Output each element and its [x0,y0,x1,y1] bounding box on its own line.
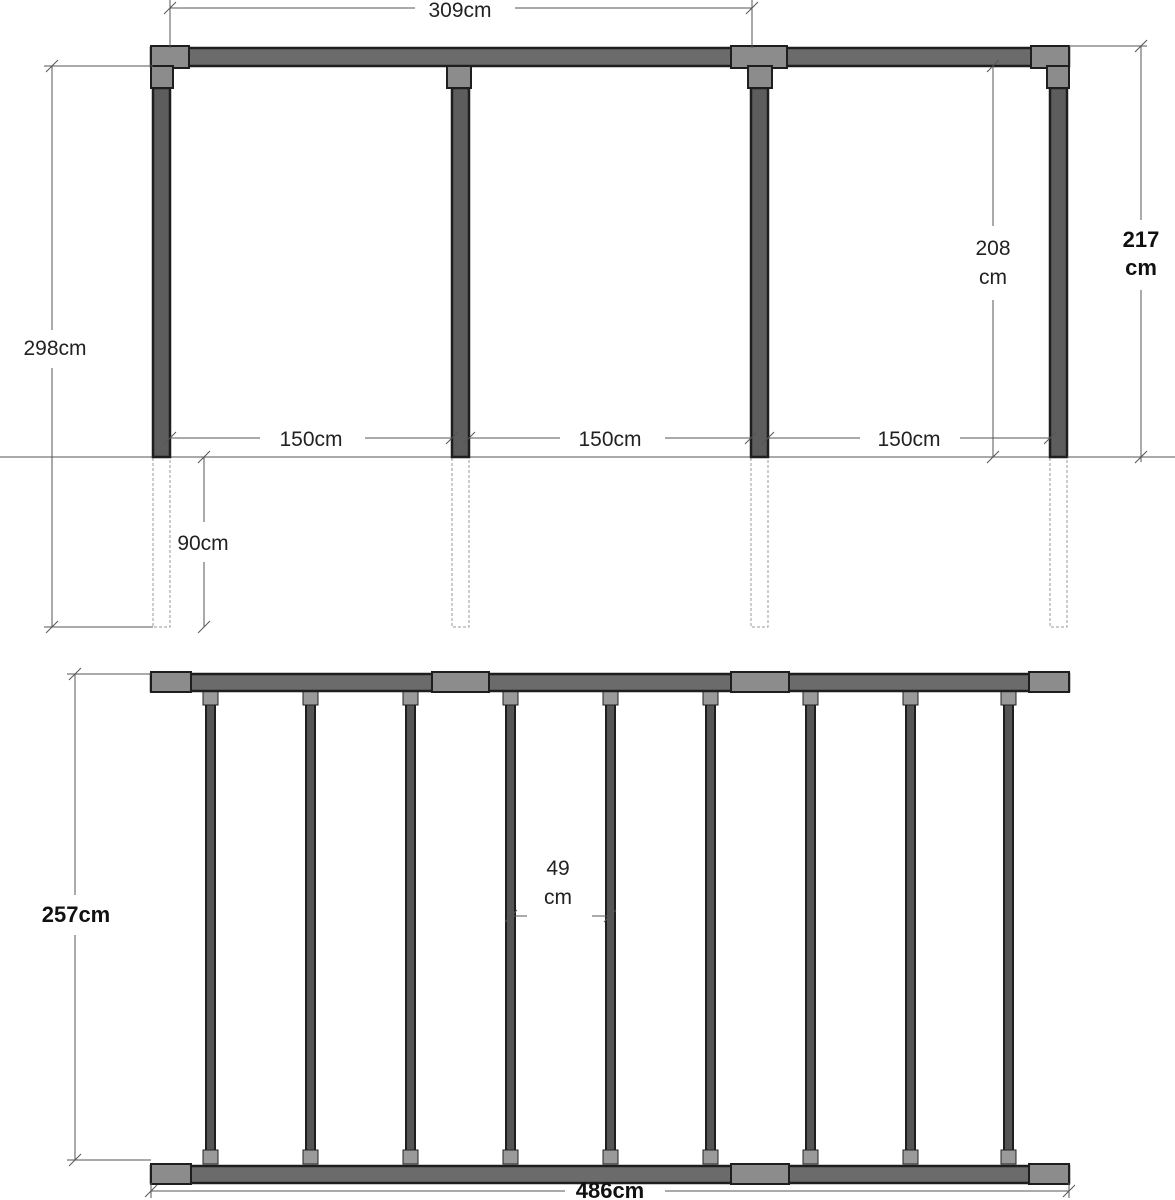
dimension-208 [975,60,1010,463]
dim-486-label: 486cm [575,1178,645,1200]
plan-top-joint-left [151,672,191,692]
post-3 [751,88,768,457]
dimension-309 [164,0,758,48]
post-4 [1050,88,1067,457]
plan-top-joint-mid [432,672,489,692]
dim-257-label: 257cm [41,902,111,927]
rafter-8 [906,692,915,1162]
plan-top-joint-right-mid [731,672,789,692]
dimension-49 [505,857,616,922]
buried-post-2 [452,457,469,627]
plan-view [42,668,1075,1200]
bay-spacing-3: 150cm [877,428,941,451]
bay-spacing-1: 150cm [279,428,343,451]
rafter-2 [306,692,315,1162]
buried-post-3 [751,457,768,627]
plan-bottom-joint-right [1029,1164,1069,1184]
rafter-9 [1004,692,1013,1162]
rafter-6 [706,692,715,1162]
corner-joint-left [151,46,189,68]
dimension-298 [23,60,153,633]
tee-joint-right [731,46,787,68]
dim-90-label: 90cm [177,532,229,555]
top-beam [151,48,1069,66]
dimension-bays [164,428,1056,451]
dim-49-value: 49 [546,857,570,880]
dim-208-unit: cm [979,266,1007,289]
rafter-5 [606,692,615,1162]
corner-joint-right-drop [1047,66,1069,88]
corner-joint-right [1031,46,1069,68]
tee-joint-middle [447,66,471,88]
plan-bottom-joint-mid [731,1164,789,1184]
post-2 [452,88,469,457]
dim-217-value: 217 [1122,227,1160,252]
dim-309-label: 309cm [428,0,492,22]
rafter-4 [506,692,515,1162]
dimension-217 [1067,40,1159,463]
rafter-7 [806,692,815,1162]
dimension-257 [42,668,151,1166]
rafter-1 [206,692,215,1162]
dim-208-value: 208 [975,237,1011,260]
dimension-90 [177,451,228,633]
rafters [206,692,1013,1162]
plan-bottom-joint-left [151,1164,191,1184]
dim-49-unit: cm [544,886,572,909]
bay-spacing-2: 150cm [578,428,642,451]
plan-top-beam [151,674,1069,691]
tee-joint-right-drop [748,66,772,88]
corner-joint-left-drop [151,66,173,88]
plan-top-joint-right [1029,672,1069,692]
buried-post-4 [1050,457,1067,627]
buried-post-1 [153,457,170,627]
rafter-3 [406,692,415,1162]
dim-298-label: 298cm [23,337,87,360]
dim-217-unit: cm [1125,255,1157,280]
post-1 [153,88,170,457]
